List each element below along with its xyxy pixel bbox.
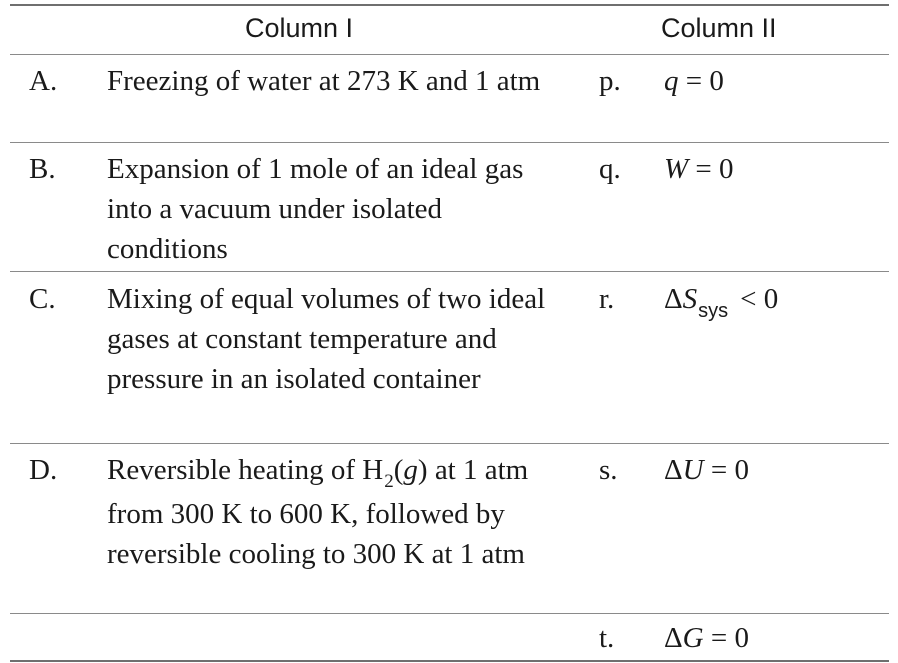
- row-description: [107, 450, 567, 574]
- table-top-rule: [10, 4, 889, 6]
- expr-symbol: U: [682, 454, 704, 486]
- desc-paren: (: [393, 454, 404, 486]
- header-rule: [10, 54, 889, 55]
- expr-relation: = 0: [703, 454, 749, 486]
- option-code: q.: [599, 153, 621, 185]
- column-1-header: Column I: [245, 13, 354, 43]
- row-letter: D.: [29, 454, 58, 486]
- desc-subscript: 2: [384, 471, 394, 492]
- expr-symbol: S: [682, 283, 698, 315]
- row-description: Expansion of 1 mole of an ideal gas into a vacuum under isolated conditions: [107, 153, 524, 265]
- row-letter: A.: [29, 65, 58, 97]
- option-expression: [664, 279, 778, 322]
- row-divider: [10, 271, 889, 272]
- option-code: p.: [599, 65, 621, 97]
- row-divider: [10, 613, 889, 614]
- option-expression: [664, 618, 749, 658]
- option-expression: [664, 149, 734, 189]
- column-2-header: Column II: [661, 13, 777, 43]
- option-code: r.: [599, 283, 615, 315]
- expr-subscript: sys: [698, 300, 729, 322]
- expr-relation: = 0: [703, 622, 749, 654]
- expr-delta: Δ: [664, 622, 683, 654]
- expr-symbol: G: [682, 622, 704, 654]
- row-letter: B.: [29, 153, 56, 185]
- expr-delta: Δ: [664, 283, 683, 315]
- desc-text: Reversible heating of H: [107, 454, 384, 486]
- row-letter: C.: [29, 283, 56, 315]
- expr-relation: = 0: [688, 153, 734, 185]
- row-description: Mixing of equal volumes of two ideal gases at constant temperature and pressure in an isolated container: [107, 283, 546, 395]
- expr-delta: Δ: [664, 454, 683, 486]
- table-bottom-rule: [10, 660, 889, 662]
- row-description: Freezing of water at 273 K and 1 atm: [107, 65, 541, 97]
- desc-text: ) at 1 atm from 300 K to 600 K, followed by reversible cooling to 300 K at 1 atm: [107, 454, 529, 570]
- option-expression: [664, 61, 724, 101]
- option-code: s.: [599, 454, 618, 486]
- expr-relation: = 0: [678, 65, 724, 97]
- row-divider: [10, 142, 889, 143]
- expr-symbol: q: [664, 65, 679, 97]
- expr-relation: < 0: [740, 283, 779, 315]
- row-divider: [10, 443, 889, 444]
- option-expression: [664, 450, 749, 490]
- expr-symbol: W: [664, 153, 689, 185]
- option-code: t.: [599, 622, 615, 654]
- desc-phase: g: [403, 454, 418, 486]
